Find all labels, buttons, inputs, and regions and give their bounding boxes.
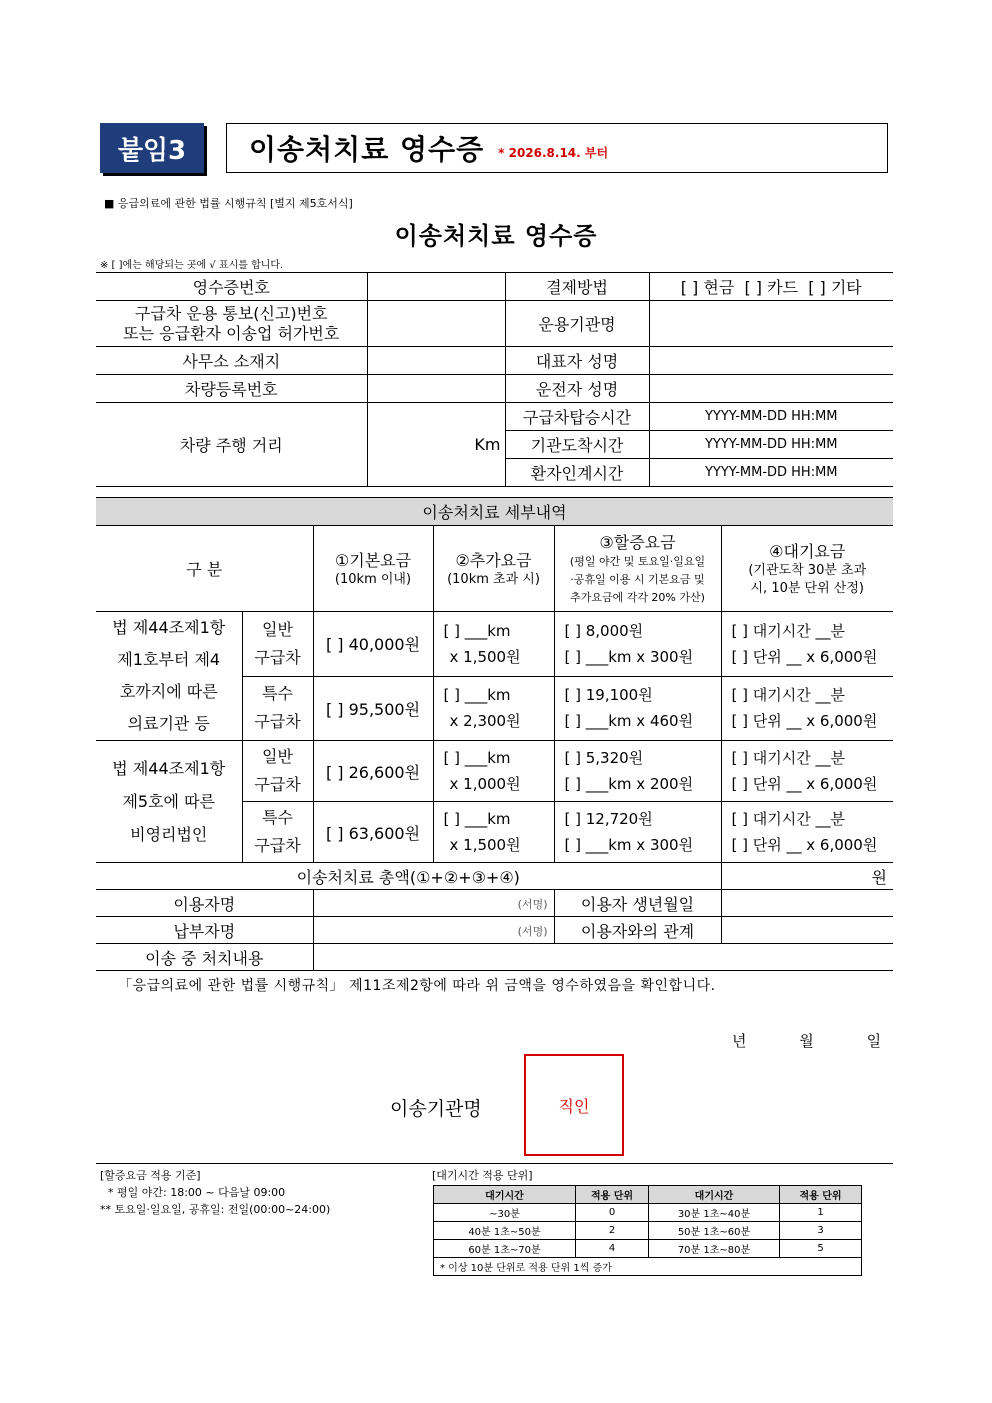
row2-wait-unit: [ ] 단위 __ x 6,000원 (731, 712, 878, 731)
wait-cell: ~30분 (434, 1204, 576, 1222)
page-title: 이송처치료 영수증 (249, 133, 485, 166)
surcharge-sub3: 추가요금에 각각 20% 가산) (570, 591, 705, 604)
row3-surcharge[interactable] (554, 741, 721, 802)
payer-signature-hint: (서명) (517, 924, 548, 938)
extra-fee-title: ②추가요금 (455, 551, 532, 570)
user-birth-label: 이용자 생년월일 (554, 890, 721, 917)
special2-line1: 특수 (262, 808, 293, 827)
wait-note: * 이상 10분 단위로 적용 단위 1씩 증가 (434, 1258, 862, 1276)
payment-options[interactable]: [ ] 현금 [ ] 카드 [ ] 기타 (649, 273, 893, 301)
wait-cell: 50분 1초~60분 (649, 1222, 780, 1240)
handover-time-field[interactable]: YYYY-MM-DD HH:MM (649, 459, 893, 487)
row4-sur-base: [ ] 12,720원 (564, 810, 653, 828)
surcharge-criteria-1: * 평일 야간: 18:00 ~ 다음날 09:00 (108, 1186, 286, 1199)
row4-sur-km: [ ] ___km x 300원 (564, 836, 694, 854)
table-row (434, 1204, 862, 1222)
distance-label: 차량 주행 거리 (96, 403, 367, 487)
representative-label: 대표자 성명 (505, 347, 649, 375)
extra-fee-header (433, 526, 554, 612)
detail-table (96, 497, 893, 971)
boarding-time-label: 구급차탑승시간 (505, 403, 649, 431)
row1-surcharge[interactable] (554, 612, 721, 677)
row4-wait-unit: [ ] 단위 __ x 6,000원 (731, 836, 878, 854)
total-field[interactable] (721, 863, 893, 890)
row3-extra[interactable] (433, 741, 554, 802)
payer-name-field[interactable] (313, 917, 554, 944)
row2-sur-base: [ ] 19,100원 (564, 686, 653, 705)
group1-line2: 제1호부터 제4 (117, 650, 221, 669)
base-fee-sub: (10km 이내) (334, 572, 412, 587)
user-name-label: 이용자명 (96, 890, 313, 917)
wait-header-3: 대기시간 (649, 1186, 780, 1204)
row3-sur-base: [ ] 5,320원 (564, 749, 644, 767)
surcharge-sub1: (평일 야간 및 토요일·일요일 (569, 555, 706, 568)
month-label: 월 (799, 1032, 814, 1050)
operator-field[interactable] (649, 301, 893, 347)
row4-extra-rate: x 1,500원 (449, 836, 521, 854)
group2-label (96, 741, 242, 863)
surcharge-criteria-title: [할증요금 적용 기준] (100, 1169, 201, 1182)
row3-extra-rate: x 1,000원 (449, 775, 521, 793)
surcharge-criteria-2: ** 토요일·일요일, 공휴일: 전일(00:00~24:00) (100, 1203, 331, 1216)
row4-extra-km: [ ] ___km (443, 810, 511, 828)
special-ambulance-label-2 (242, 802, 313, 863)
receipt-no-label: 영수증번호 (96, 273, 367, 301)
office-label: 사무소 소재지 (96, 347, 367, 375)
wait-unit-table (433, 1185, 862, 1276)
special-ambulance-label (242, 676, 313, 741)
confirmation-text: 「응급의료에 관한 법률 시행규칙」 제11조제2항에 따라 위 금액을 영수하였음을 확인합니다. (118, 978, 716, 994)
surcharge-sub2: ·공휴일 이용 시 기본요금 및 (570, 573, 705, 586)
wait-unit-title: [대기시간 적용 단위] (432, 1169, 533, 1182)
won-unit: 원 (871, 867, 888, 887)
row4-base[interactable]: [ ] 63,600원 (313, 802, 433, 863)
km-unit: Km (474, 435, 501, 454)
org-label: 이송기관명 (390, 1098, 482, 1120)
row3-wait[interactable] (721, 741, 893, 802)
office-field[interactable] (367, 347, 505, 375)
check-note: ※ [ ]에는 해당되는 곳에 √ 표시를 합니다. (100, 260, 284, 271)
row1-extra-rate: x 1,500원 (449, 647, 521, 666)
surcharge-header (554, 526, 721, 612)
user-name-field[interactable] (313, 890, 554, 917)
row1-wait[interactable] (721, 612, 893, 677)
row1-extra[interactable] (433, 612, 554, 677)
extra-fee-sub: (10km 초과 시) (447, 572, 540, 587)
divider (96, 1163, 893, 1164)
wait-fee-header (721, 526, 893, 612)
treatment-label: 이송 중 처치내용 (96, 944, 313, 971)
info-table (96, 272, 893, 487)
wait-header-1: 대기시간 (434, 1186, 576, 1204)
date-labels (732, 1030, 929, 1051)
wait-cell: 0 (576, 1204, 649, 1222)
detail-header: 이송처치료 세부내역 (96, 498, 893, 526)
special-line2: 구급차 (254, 712, 301, 732)
payer-name-label: 납부자명 (96, 917, 313, 944)
total-label: 이송처치료 총액(①+②+③+④) (96, 863, 721, 890)
general2-line1: 일반 (262, 747, 293, 766)
row2-wait[interactable] (721, 676, 893, 741)
arrival-time-field[interactable]: YYYY-MM-DD HH:MM (649, 431, 893, 459)
distance-field[interactable] (367, 403, 505, 487)
title-box (226, 123, 888, 173)
user-birth-field[interactable] (721, 890, 893, 917)
group1-label (96, 612, 242, 741)
row3-base[interactable]: [ ] 26,600원 (313, 741, 433, 802)
special2-line2: 구급차 (254, 836, 301, 855)
wait-cell: 5 (780, 1240, 862, 1258)
relation-label: 이용자와의 관계 (554, 917, 721, 944)
wait-cell: 60분 1초~70분 (434, 1240, 576, 1258)
wait-fee-title: ④대기요금 (769, 542, 846, 561)
base-fee-header (313, 526, 433, 612)
general2-line2: 구급차 (254, 775, 301, 794)
relation-field[interactable] (721, 917, 893, 944)
receipt-no-field[interactable] (367, 273, 505, 301)
row3-wait-unit: [ ] 단위 __ x 6,000원 (731, 775, 878, 793)
surcharge-title: ③할증요금 (599, 533, 676, 552)
handover-time-label: 환자인계시간 (505, 459, 649, 487)
group1-line1: 법 제44조제1항 (112, 618, 226, 637)
wait-cell: 40분 1초~50분 (434, 1222, 576, 1240)
treatment-field[interactable] (313, 944, 893, 971)
wait-fee-sub2: 시, 10분 단위 산정) (750, 581, 864, 596)
day-label: 일 (866, 1032, 882, 1050)
wait-cell: 3 (780, 1222, 862, 1240)
vehicle-no-field[interactable] (367, 375, 505, 403)
permit-no-label (96, 301, 367, 347)
general-ambulance-label (242, 612, 313, 677)
row4-wait[interactable] (721, 802, 893, 863)
wait-cell: 4 (576, 1240, 649, 1258)
wait-header-4: 적용 단위 (780, 1186, 862, 1204)
effective-date-note: * 2026.8.14. 부터 (498, 145, 609, 160)
group1-line3: 호까지에 따른 (119, 682, 218, 701)
row1-base[interactable]: [ ] 40,000원 (313, 612, 433, 677)
wait-cell: 30분 1초~40분 (649, 1204, 780, 1222)
general-ambulance-label-2 (242, 741, 313, 802)
row1-sur-km: [ ] ___km x 300원 (564, 647, 694, 666)
year-label: 년 (732, 1032, 747, 1050)
boarding-time-field[interactable]: YYYY-MM-DD HH:MM (649, 403, 893, 431)
wait-fee-sub1: (기관도착 30분 초과 (748, 563, 867, 578)
row4-extra[interactable] (433, 802, 554, 863)
stamp-label: 직인 (558, 1096, 590, 1116)
operator-label: 운용기관명 (505, 301, 649, 347)
special-line1: 특수 (262, 684, 293, 704)
wait-cell: 70분 1초~80분 (649, 1240, 780, 1258)
row4-surcharge[interactable] (554, 802, 721, 863)
official-stamp-box[interactable] (524, 1054, 624, 1156)
permit-no-line2: 또는 응급환자 이송업 허가번호 (123, 323, 340, 343)
wait-cell: 2 (576, 1222, 649, 1240)
general-line2: 구급차 (254, 647, 301, 667)
driver-label: 운전자 성명 (505, 375, 649, 403)
payment-method-label: 결제방법 (505, 273, 649, 301)
category-header: 구 분 (96, 526, 313, 612)
table-row (434, 1222, 862, 1240)
row1-wait-unit: [ ] 단위 __ x 6,000원 (731, 647, 878, 666)
permit-no-field[interactable] (367, 301, 505, 347)
base-fee-title: ①기본요금 (334, 551, 412, 570)
row2-extra[interactable] (433, 676, 554, 741)
form-title: 이송처치료 영수증 (394, 222, 598, 250)
legal-basis: ■ 응급의료에 관한 법률 시행규칙 [별지 제5호서식] (104, 197, 353, 210)
row3-extra-km: [ ] ___km (443, 749, 511, 767)
wait-cell: 1 (780, 1204, 862, 1222)
row1-wait-time: [ ] 대기시간 __분 (731, 621, 845, 640)
group2-line2: 제5호에 따른 (122, 792, 216, 811)
group2-line1: 법 제44조제1항 (112, 759, 226, 778)
representative-field[interactable] (649, 347, 893, 375)
row1-extra-km: [ ] ___km (443, 621, 511, 640)
vehicle-no-label: 차량등록번호 (96, 375, 367, 403)
user-signature-hint: (서명) (517, 897, 548, 911)
row2-surcharge[interactable] (554, 676, 721, 741)
permit-no-line1: 구급차 운용 통보(신고)번호 (134, 303, 328, 323)
group1-line4: 의료기관 등 (127, 714, 210, 733)
row2-extra-rate: x 2,300원 (449, 712, 521, 731)
surcharge-criteria (100, 1167, 330, 1218)
attachment-badge: 붙임3 (100, 123, 204, 173)
row3-wait-time: [ ] 대기시간 __분 (731, 749, 845, 767)
driver-field[interactable] (649, 375, 893, 403)
row4-wait-time: [ ] 대기시간 __분 (731, 810, 845, 828)
row1-sur-base: [ ] 8,000원 (564, 621, 644, 640)
row2-extra-km: [ ] ___km (443, 686, 511, 705)
row2-wait-time: [ ] 대기시간 __분 (731, 686, 845, 705)
row2-base[interactable]: [ ] 95,500원 (313, 676, 433, 741)
row2-sur-km: [ ] ___km x 460원 (564, 712, 694, 731)
general-line1: 일반 (262, 619, 293, 639)
group2-line3: 비영리법인 (130, 825, 208, 844)
table-row (434, 1240, 862, 1258)
row3-sur-km: [ ] ___km x 200원 (564, 775, 694, 793)
arrival-time-label: 기관도착시간 (505, 431, 649, 459)
wait-header-2: 적용 단위 (576, 1186, 649, 1204)
